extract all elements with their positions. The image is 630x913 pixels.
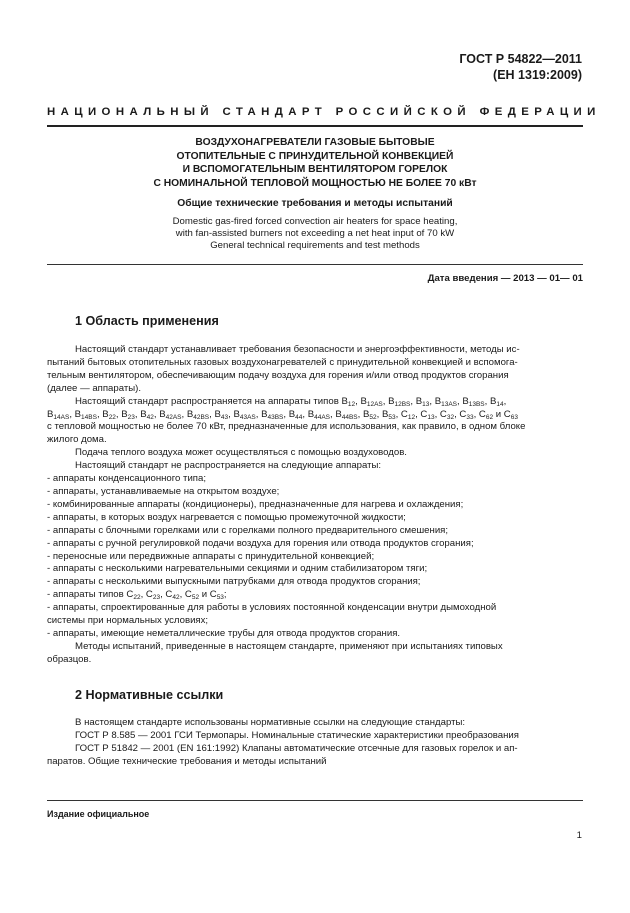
- paragraph-line: Методы испытаний, приведенные в настоящем стандарте, применяют при испытаниях типовых: [75, 640, 503, 652]
- list-item: - аппараты конденсационного типа;: [47, 473, 206, 485]
- paragraph-line: тельным вентилятором, обеспечивающим подачу воздуха для горения и/или отвод продуктов сгорания: [47, 369, 509, 381]
- reference-line: ГОСТ Р 51842 — 2001 (EN 161:1992) Клапаны автоматические отсечные для газовых горелок и ап-: [75, 742, 518, 754]
- title-subtitle: Общие технические требования и методы испытаний: [177, 198, 453, 209]
- reference-line: ГОСТ Р 8.585 — 2001 ГСИ Термопары. Номинальные статические характеристики преобразования: [75, 729, 519, 741]
- gost-header: [459, 51, 582, 83]
- paragraph-line: Настоящий стандарт устанавливает требования безопасности и энергоэффективности, методы ис-: [75, 344, 520, 355]
- list-item: - аппараты с несколькими нагревательными секциями и одним стабилизатором тяги;: [47, 563, 428, 575]
- title-line: С НОМИНАЛЬНОЙ ТЕПЛОВОЙ МОЩНОСТЬЮ НЕ БОЛЕЕ 70 кВт: [153, 177, 477, 189]
- title-en-line: General technical requirements and test methods: [210, 240, 420, 251]
- national-standard-banner: НАЦИОНАЛЬНЫЙ СТАНДАРТ РОССИЙСКОЙ ФЕДЕРАЦИИ: [47, 106, 601, 118]
- title-en-line: Domestic gas-fired forced convection air heaters for space heating,: [172, 216, 458, 227]
- list-item: - аппараты с ручной регулировкой подачи воздуха для горения или отвода продуктов сгорания;: [47, 537, 474, 549]
- page-number: 1: [576, 830, 582, 841]
- en-standard-number: (EH 1319:2009): [493, 68, 582, 82]
- title-line: ВОЗДУХОНАГРЕВАТЕЛИ ГАЗОВЫЕ БЫТОВЫЕ: [195, 137, 435, 148]
- paragraph-line: (далее — аппараты).: [47, 382, 141, 394]
- paragraph-line: с тепловой мощностью не более 70 кВт, предназначенные для использования, как правило, в одном блоке: [47, 421, 526, 433]
- paragraph-line: образцов.: [47, 653, 92, 665]
- list-item: - аппараты, имеющие неметаллические трубы для отвода продуктов сгорания.: [47, 627, 401, 639]
- list-item: - аппараты, устанавливаемые на открытом воздухе;: [47, 485, 280, 497]
- paragraph-line: пытаний бытовых отопительных газовых воздухонагревателей с принудительной конвекцией и вспомога-: [47, 356, 518, 368]
- footer-rule: [47, 800, 583, 801]
- paragraph-line: системы при нормальных условиях;: [47, 615, 209, 627]
- list-item: - аппараты типов $C_{22}$, $C_{23}$, $C_{42}$, $C_{52}$ и $C_{53}$;: [47, 589, 227, 602]
- edition-label: Издание официальное: [47, 809, 150, 819]
- list-item: - аппараты с несколькими выпускными патрубками для отвода продуктов сгорания;: [47, 576, 421, 588]
- appliance-types-line: Настоящий стандарт распространяется на аппараты типов $B_{12}$, $B_{12AS}$, $B_{12BS}$, $B_{13}$, $B_{13AS}$, $B_{13BS}$, $B_{14}$,: [75, 395, 507, 408]
- list-item: - аппараты с блочными горелками или с горелками полного предварительного смешения;: [47, 524, 449, 536]
- list-item: - комбинированные аппараты (кондиционеры), предназначенные для нагрева и охлаждения;: [47, 498, 464, 510]
- gost-number: ГОСТ Р 54822—2011: [459, 52, 582, 66]
- title-block: [47, 136, 583, 252]
- section-1-heading: 1 Область применения: [75, 314, 219, 328]
- banner-rule: [47, 125, 583, 127]
- title-rule: [47, 264, 583, 265]
- list-item: - аппараты, спроектированные для работы в условиях постоянной конденсации внутри дымоходной: [47, 602, 497, 614]
- paragraph-line: жилого дома.: [47, 434, 107, 446]
- section-1-body: [47, 344, 583, 667]
- section-2-heading: 2 Нормативные ссылки: [75, 688, 224, 702]
- list-item: - переносные или передвижные аппараты с принудительной конвекцией;: [47, 550, 375, 562]
- paragraph-line: Настоящий стандарт не распространяется на следующие аппараты:: [75, 460, 382, 472]
- title-line: ОТОПИТЕЛЬНЫЕ С ПРИНУДИТЕЛЬНОЙ КОНВЕКЦИЕЙ: [176, 150, 454, 162]
- paragraph-line: В настоящем стандарте использованы нормативные ссылки на следующие стандарты:: [75, 717, 466, 728]
- title-line: И ВСПОМОГАТЕЛЬНЫМ ВЕНТИЛЯТОРОМ ГОРЕЛОК: [182, 164, 448, 175]
- appliance-types-line: $B_{14AS}$, $B_{14BS}$, $B_{22}$, $B_{23}$, $B_{42}$, $B_{42AS}$, $B_{42BS}$, $B_{43}$, $B_{43AS}$, $B_{43BS}$, $B_{44}$, $B_{44AS}$, $B_{44BS}$, $B_{52}$, $B_{53}$, $C_{12}$, $C_{13}$, $C_{32}$, $C_{33}$, $C_{62}$ и $C_{63}$: [47, 408, 518, 421]
- paragraph-line: Подача теплого воздуха может осуществляться с помощью воздуховодов.: [75, 447, 407, 459]
- section-2-body: [47, 717, 583, 769]
- list-item: - аппараты, в которых воздух нагревается с помощью промежуточной жидкости;: [47, 511, 406, 523]
- title-en-line: with fan-assisted burners not exceeding a net heat input of 70 kW: [175, 228, 455, 239]
- title-english: [47, 216, 583, 252]
- intro-date: Дата введения — 2013 — 01— 01: [427, 273, 583, 284]
- reference-line: паратов. Общие технические требования и методы испытаний: [47, 755, 327, 767]
